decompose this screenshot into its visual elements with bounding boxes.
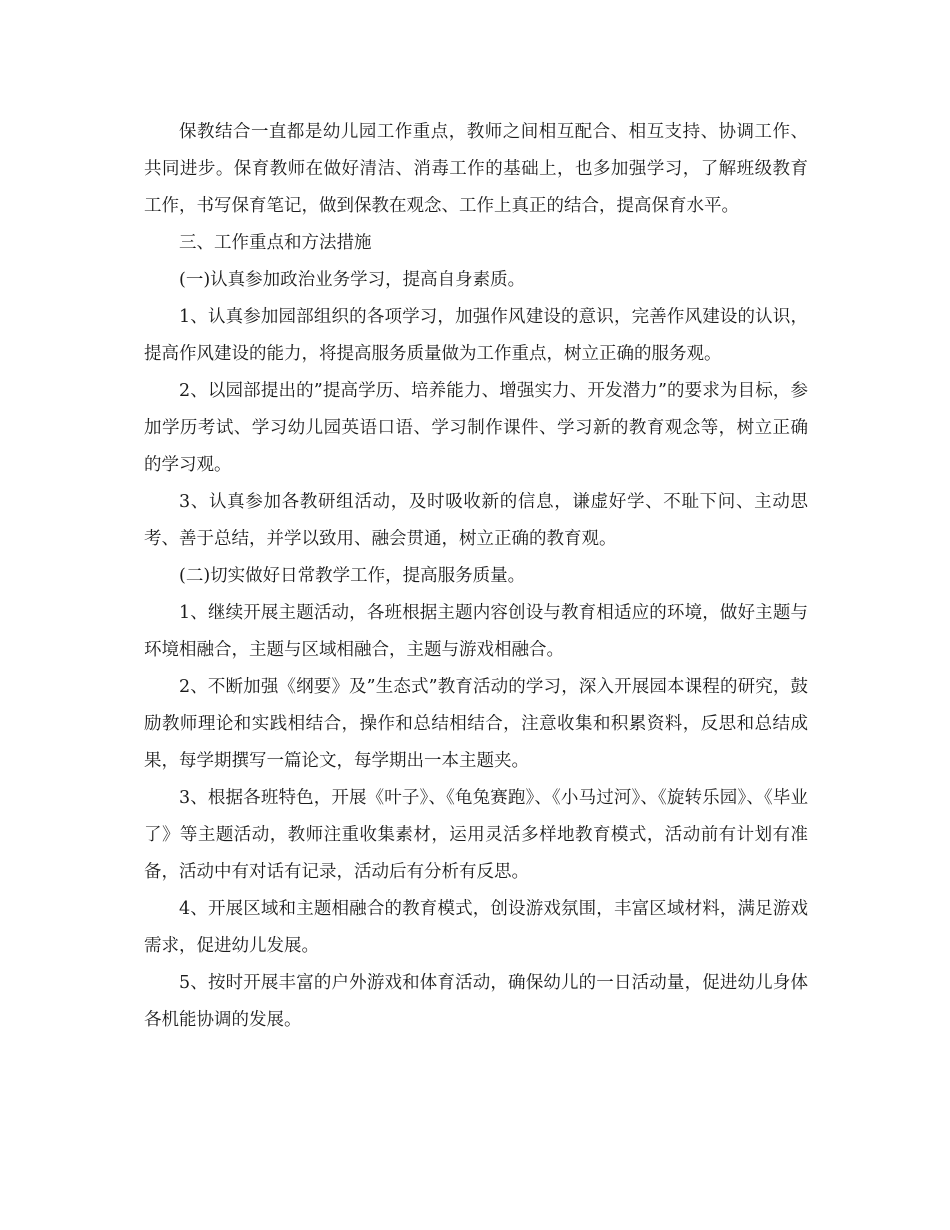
list-item-1-1: 1、认真参加园部组织的各项学习，加强作风建设的意识，完善作风建设的认识，提高作风建设的能力，将提高服务质量做为工作重点，树立正确的服务观。 <box>144 307 808 364</box>
list-item-1-3: 3、认真参加各教研组活动，及时吸收新的信息，谦虚好学、不耻下问、主动思考、善于总结，并学以致用、融会贯通，树立正确的教育观。 <box>144 492 808 549</box>
list-item-2-3: 3、根据各班特色，开展《叶子》、《龟兔赛跑》、《小马过河》、《旋转乐园》、《毕业了》等主题活动，教师注重收集素材，运用灵活多样地教育模式，活动前有计划有准备，活动中有对话有记录，活动后有分析有反思。 <box>144 788 808 882</box>
section-heading-3: 三、工作重点和方法措施 <box>179 233 372 253</box>
list-item-2-5: 5、按时开展丰富的户外游戏和体育活动，确保幼儿的一日活动量，促进幼儿身体各机能协调的发展。 <box>144 973 808 1030</box>
paragraph-intro: 保教结合一直都是幼儿园工作重点，教师之间相互配合、相互支持、协调工作、共同进步。保育教师在做好清洁、消毒工作的基础上，也多加强学习，了解班级教育工作，书写保育笔记，做到保教在观念、工作上真正的结合，提高保育水平。 <box>144 122 808 216</box>
subsection-heading-1: (一)认真参加政治业务学习，提高自身素质。 <box>179 270 526 290</box>
subsection-heading-2: (二)切实做好日常教学工作，提高服务质量。 <box>179 566 526 586</box>
list-item-2-1: 1、继续开展主题活动，各班根据主题内容创设与教育相适应的环境，做好主题与环境相融合，主题与区域相融合，主题与游戏相融合。 <box>144 603 808 660</box>
document-body <box>144 114 808 1039</box>
list-item-1-2: 2、以园部提出的”提高学历、培养能力、增强实力、开发潜力”的要求为目标，参加学历考试、学习幼儿园英语口语、学习制作课件、学习新的教育观念等，树立正确的学习观。 <box>144 381 808 475</box>
list-item-2-2: 2、不断加强《纲要》及”生态式”教育活动的学习，深入开展园本课程的研究，鼓励教师理论和实践相结合，操作和总结相结合，注意收集和积累资料，反思和总结成果，每学期撰写一篇论文，每学期出一本主题夹。 <box>144 677 808 771</box>
list-item-2-4: 4、开展区域和主题相融合的教育模式，创设游戏氛围，丰富区域材料，满足游戏需求，促进幼儿发展。 <box>144 899 808 956</box>
